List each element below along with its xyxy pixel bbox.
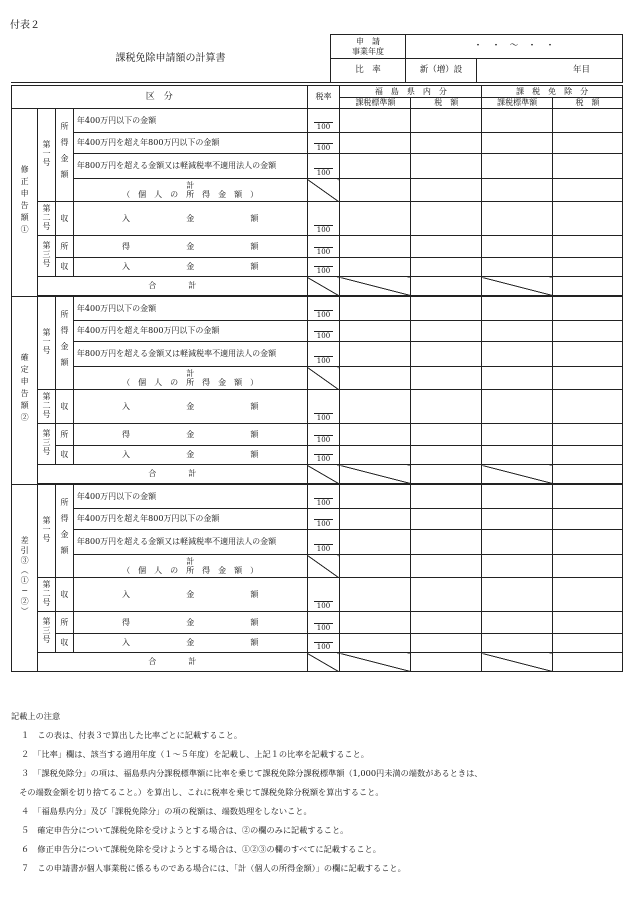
col-base: 課税標準額 — [340, 98, 411, 109]
row-kei: 計 — [186, 368, 195, 378]
cell[interactable] — [482, 342, 553, 367]
header-table — [11, 34, 623, 83]
char: 入 — [121, 262, 130, 272]
ratio-value: 新（増）設 — [406, 59, 477, 83]
cell[interactable] — [411, 424, 482, 446]
cell[interactable] — [482, 612, 553, 634]
form-title: 課税免除申請額の計算書 — [11, 35, 331, 83]
char: 金 — [186, 262, 195, 272]
cell[interactable] — [553, 236, 623, 258]
row-label: 年400万円以下の金額 — [73, 109, 307, 133]
row-kojin: （ 個 人 の 所 得 金 額 ） — [122, 566, 259, 575]
row-shotoku-kingaku: 所得金額 — [60, 497, 69, 562]
cell[interactable] — [553, 390, 623, 424]
cell-na — [482, 277, 553, 296]
cell[interactable] — [340, 133, 411, 154]
section-label: 修正申告額① — [20, 165, 30, 238]
char: 得 — [121, 617, 130, 627]
char: 金 — [186, 213, 195, 223]
row-label: 年400万円を超え年800万円以下の金額 — [73, 321, 307, 342]
cell[interactable] — [340, 258, 411, 277]
row-total: 合 計 — [37, 277, 307, 296]
rate-fraction: 100 — [314, 498, 333, 507]
rate-fraction: 100 — [314, 356, 333, 365]
cell[interactable] — [411, 612, 482, 634]
cell[interactable] — [553, 297, 623, 321]
cell[interactable] — [411, 179, 482, 202]
cell[interactable] — [411, 367, 482, 390]
cell[interactable] — [411, 258, 482, 277]
cell[interactable] — [340, 424, 411, 446]
cell[interactable] — [411, 321, 482, 342]
char: 額 — [250, 450, 259, 460]
note-line: ７ この申請書が個人事業税に係るものである場合には、「計（個人の所得金額）」の欄に記載すること。 — [21, 863, 406, 873]
cell[interactable] — [553, 109, 623, 133]
char: 金 — [186, 638, 195, 648]
cell[interactable] — [482, 367, 553, 390]
cell[interactable] — [340, 297, 411, 321]
ratio-label: 比 率 — [331, 59, 406, 83]
row-no3: 第三号 — [42, 429, 52, 457]
year-label: 申 請 事業年度 — [331, 35, 406, 59]
rate-fraction: 100 — [314, 168, 333, 177]
cell[interactable] — [553, 179, 623, 202]
rate-fraction: 100 — [314, 413, 333, 422]
cell[interactable] — [411, 446, 482, 465]
row-no2: 第二号 — [42, 203, 52, 231]
char: 額 — [250, 401, 259, 411]
cell[interactable] — [411, 653, 482, 672]
cell[interactable] — [482, 109, 553, 133]
cell[interactable] — [482, 446, 553, 465]
cell[interactable] — [553, 465, 623, 484]
cell[interactable] — [482, 154, 553, 179]
char: 額 — [250, 638, 259, 648]
note-line: ６ 修正申告分について課税免除を受けようとする場合は、①②③の欄のすべてに記載すること。 — [21, 844, 381, 854]
char: 得 — [121, 429, 130, 439]
row-kei: 計 — [186, 180, 195, 190]
cell[interactable] — [553, 578, 623, 612]
cell[interactable] — [340, 530, 411, 555]
char: 入 — [121, 213, 130, 223]
rate-na — [307, 465, 340, 484]
cell[interactable] — [482, 133, 553, 154]
note-line: ５ 確定申告分について課税免除を受けようとする場合は、②の欄のみに記載すること。 — [21, 825, 349, 835]
cell[interactable] — [411, 485, 482, 509]
char: 額 — [250, 429, 259, 439]
note-line: ２ 「比率」欄は、該当する適用年度（１〜５年度）を記載し、上記１の比率を記載すること。 — [21, 749, 369, 759]
char: 額 — [250, 241, 259, 251]
cell[interactable] — [411, 555, 482, 578]
cell[interactable] — [340, 446, 411, 465]
row-shotoku-kingaku: 所得金額 — [60, 121, 69, 186]
char: 金 — [186, 617, 195, 627]
row-no2: 第二号 — [42, 579, 52, 607]
cell[interactable] — [340, 342, 411, 367]
cell[interactable] — [553, 367, 623, 390]
cell[interactable] — [340, 578, 411, 612]
char: 入 — [121, 450, 130, 460]
row-label: 年400万円以下の金額 — [73, 297, 307, 321]
row-no3: 第三号 — [42, 617, 52, 645]
cell[interactable] — [482, 530, 553, 555]
cell-na — [340, 653, 411, 672]
row-shu: 収 — [55, 202, 73, 236]
char: 金 — [186, 589, 195, 599]
row-sho: 所 — [55, 236, 73, 258]
row-total: 合 計 — [37, 465, 307, 484]
cell[interactable] — [553, 485, 623, 509]
cell[interactable] — [482, 297, 553, 321]
rate-na — [307, 653, 340, 672]
col-tax: 税 額 — [553, 98, 623, 109]
cell[interactable] — [411, 154, 482, 179]
year-value[interactable]: ・ ・ 〜 ・ ・ — [406, 35, 623, 59]
char: 入 — [121, 401, 130, 411]
row-sho: 所 — [55, 424, 73, 446]
cell[interactable] — [411, 465, 482, 484]
cell[interactable] — [482, 321, 553, 342]
ratio-year-suffix[interactable]: 年目 — [477, 59, 623, 83]
cell[interactable] — [340, 179, 411, 202]
rate-fraction: 100 — [314, 642, 333, 651]
cell[interactable] — [553, 555, 623, 578]
section-label: 差引③（①−②） — [20, 536, 30, 618]
char: 入 — [121, 638, 130, 648]
cell-na — [340, 277, 411, 296]
cell[interactable] — [340, 634, 411, 653]
cell[interactable] — [340, 202, 411, 236]
row-kei: 計 — [186, 556, 195, 566]
rate-na — [307, 367, 340, 390]
cell-na — [482, 653, 553, 672]
cell[interactable] — [553, 277, 623, 296]
cell[interactable] — [411, 277, 482, 296]
row-no1: 第一号 — [42, 328, 52, 356]
rate-fraction: 100 — [314, 266, 333, 275]
cell[interactable] — [482, 202, 553, 236]
row-kojin: （ 個 人 の 所 得 金 額 ） — [122, 378, 259, 387]
row-no2: 第二号 — [42, 391, 52, 419]
cell[interactable] — [482, 634, 553, 653]
cell[interactable] — [553, 258, 623, 277]
char: 額 — [250, 589, 259, 599]
cell[interactable] — [482, 424, 553, 446]
notes-title: 記載上の注意 — [11, 711, 61, 721]
cell[interactable] — [340, 321, 411, 342]
cell[interactable] — [553, 634, 623, 653]
cell[interactable] — [340, 509, 411, 530]
cell[interactable] — [553, 446, 623, 465]
cell[interactable] — [340, 555, 411, 578]
rate-fraction: 100 — [314, 310, 333, 319]
rate-fraction: 100 — [314, 225, 333, 234]
row-label: 年400万円を超え年800万円以下の金額 — [73, 509, 307, 530]
cell[interactable] — [340, 612, 411, 634]
cell[interactable] — [482, 509, 553, 530]
rate-fraction: 100 — [314, 544, 333, 553]
row-shu: 収 — [55, 390, 73, 424]
char: 入 — [121, 589, 130, 599]
row-label: 年800万円を超える金額又は軽減税率不適用法人の金額 — [73, 342, 307, 367]
cell[interactable] — [411, 236, 482, 258]
cell[interactable] — [411, 509, 482, 530]
cell[interactable] — [482, 390, 553, 424]
rate-fraction: 100 — [314, 601, 333, 610]
col-fukushima: 福 島 県 内 分 — [340, 86, 482, 98]
cell[interactable] — [411, 578, 482, 612]
calc-table — [11, 85, 623, 672]
rate-fraction: 100 — [314, 331, 333, 340]
cell[interactable] — [340, 390, 411, 424]
cell[interactable] — [482, 179, 553, 202]
char: 金 — [186, 429, 195, 439]
rate-fraction: 100 — [314, 435, 333, 444]
cell[interactable] — [482, 236, 553, 258]
col-exempt: 課 税 免 除 分 — [482, 86, 623, 98]
rate-fraction: 100 — [314, 143, 333, 152]
cell[interactable] — [553, 612, 623, 634]
row-label: 年800万円を超える金額又は軽減税率不適用法人の金額 — [73, 530, 307, 555]
cell[interactable] — [482, 555, 553, 578]
cell-na — [340, 465, 411, 484]
cell-na — [482, 465, 553, 484]
rate-na — [307, 277, 340, 296]
char: 金 — [186, 241, 195, 251]
cell[interactable] — [411, 390, 482, 424]
note-line: その端数金額を切り捨てること。）を算出し、これに税率を乗じて課税免除分税額を算出すること。 — [11, 787, 384, 797]
row-no1: 第一号 — [42, 516, 52, 544]
rate-fraction: 100 — [314, 247, 333, 256]
col-base: 課税標準額 — [482, 98, 553, 109]
rate-fraction: 100 — [314, 519, 333, 528]
rate-na — [307, 555, 340, 578]
char: 金 — [186, 450, 195, 460]
cell[interactable] — [553, 342, 623, 367]
notes — [11, 707, 623, 878]
cell[interactable] — [482, 258, 553, 277]
row-label: 年400万円以下の金額 — [73, 485, 307, 509]
char: 額 — [250, 213, 259, 223]
cell[interactable] — [411, 109, 482, 133]
cell[interactable] — [553, 133, 623, 154]
row-shu: 収 — [55, 578, 73, 612]
rate-fraction: 100 — [314, 623, 333, 632]
cell[interactable] — [482, 485, 553, 509]
rate-fraction: 100 — [314, 454, 333, 463]
cell[interactable] — [411, 202, 482, 236]
col-tax: 税 額 — [411, 98, 482, 109]
note-line: ４ 「福島県内分」及び「課税免除分」の項の税額は、端数処理をしないこと。 — [21, 806, 312, 816]
cell[interactable] — [553, 424, 623, 446]
section-label: 確定申告額② — [20, 353, 30, 426]
cell[interactable] — [553, 509, 623, 530]
row-no3: 第三号 — [42, 241, 52, 269]
row-no1: 第一号 — [42, 140, 52, 168]
note-line: １ この表は、付表３で算出した比率ごとに記載すること。 — [21, 730, 243, 740]
rate-na — [307, 179, 340, 202]
cell[interactable] — [553, 202, 623, 236]
cell[interactable] — [340, 236, 411, 258]
row-total: 合 計 — [37, 653, 307, 672]
cell[interactable] — [411, 297, 482, 321]
cell[interactable] — [340, 485, 411, 509]
row-label: 年400万円を超え年800万円以下の金額 — [73, 133, 307, 154]
cell[interactable] — [411, 634, 482, 653]
cell[interactable] — [411, 342, 482, 367]
col-kubun: 区 分 — [12, 86, 308, 109]
cell[interactable] — [340, 154, 411, 179]
char: 金 — [186, 401, 195, 411]
row-shu: 収 — [55, 258, 73, 277]
col-rate: 税率 — [307, 86, 340, 109]
rate-fraction: 100 — [314, 122, 333, 131]
row-shu: 収 — [55, 634, 73, 653]
char: 額 — [250, 262, 259, 272]
cell[interactable] — [411, 530, 482, 555]
cell[interactable] — [340, 109, 411, 133]
cell[interactable] — [482, 578, 553, 612]
cell[interactable] — [553, 653, 623, 672]
row-shotoku-kingaku: 所得金額 — [60, 309, 69, 374]
cell[interactable] — [553, 154, 623, 179]
row-label: 年800万円を超える金額又は軽減税率不適用法人の金額 — [73, 154, 307, 179]
char: 得 — [121, 241, 130, 251]
cell[interactable] — [553, 530, 623, 555]
cell[interactable] — [340, 367, 411, 390]
row-shu: 収 — [55, 446, 73, 465]
row-kojin: （ 個 人 の 所 得 金 額 ） — [122, 190, 259, 199]
note-line: ３ 「課税免除分」の項は、福島県内分課税標準額に比率を乗じて課税免除分課税標準額（1,000円未満の端数があるときは、 — [21, 768, 483, 778]
cell[interactable] — [553, 321, 623, 342]
char: 額 — [250, 617, 259, 627]
cell[interactable] — [411, 133, 482, 154]
attachment-tag: 付表２ — [10, 20, 40, 31]
row-sho: 所 — [55, 612, 73, 634]
